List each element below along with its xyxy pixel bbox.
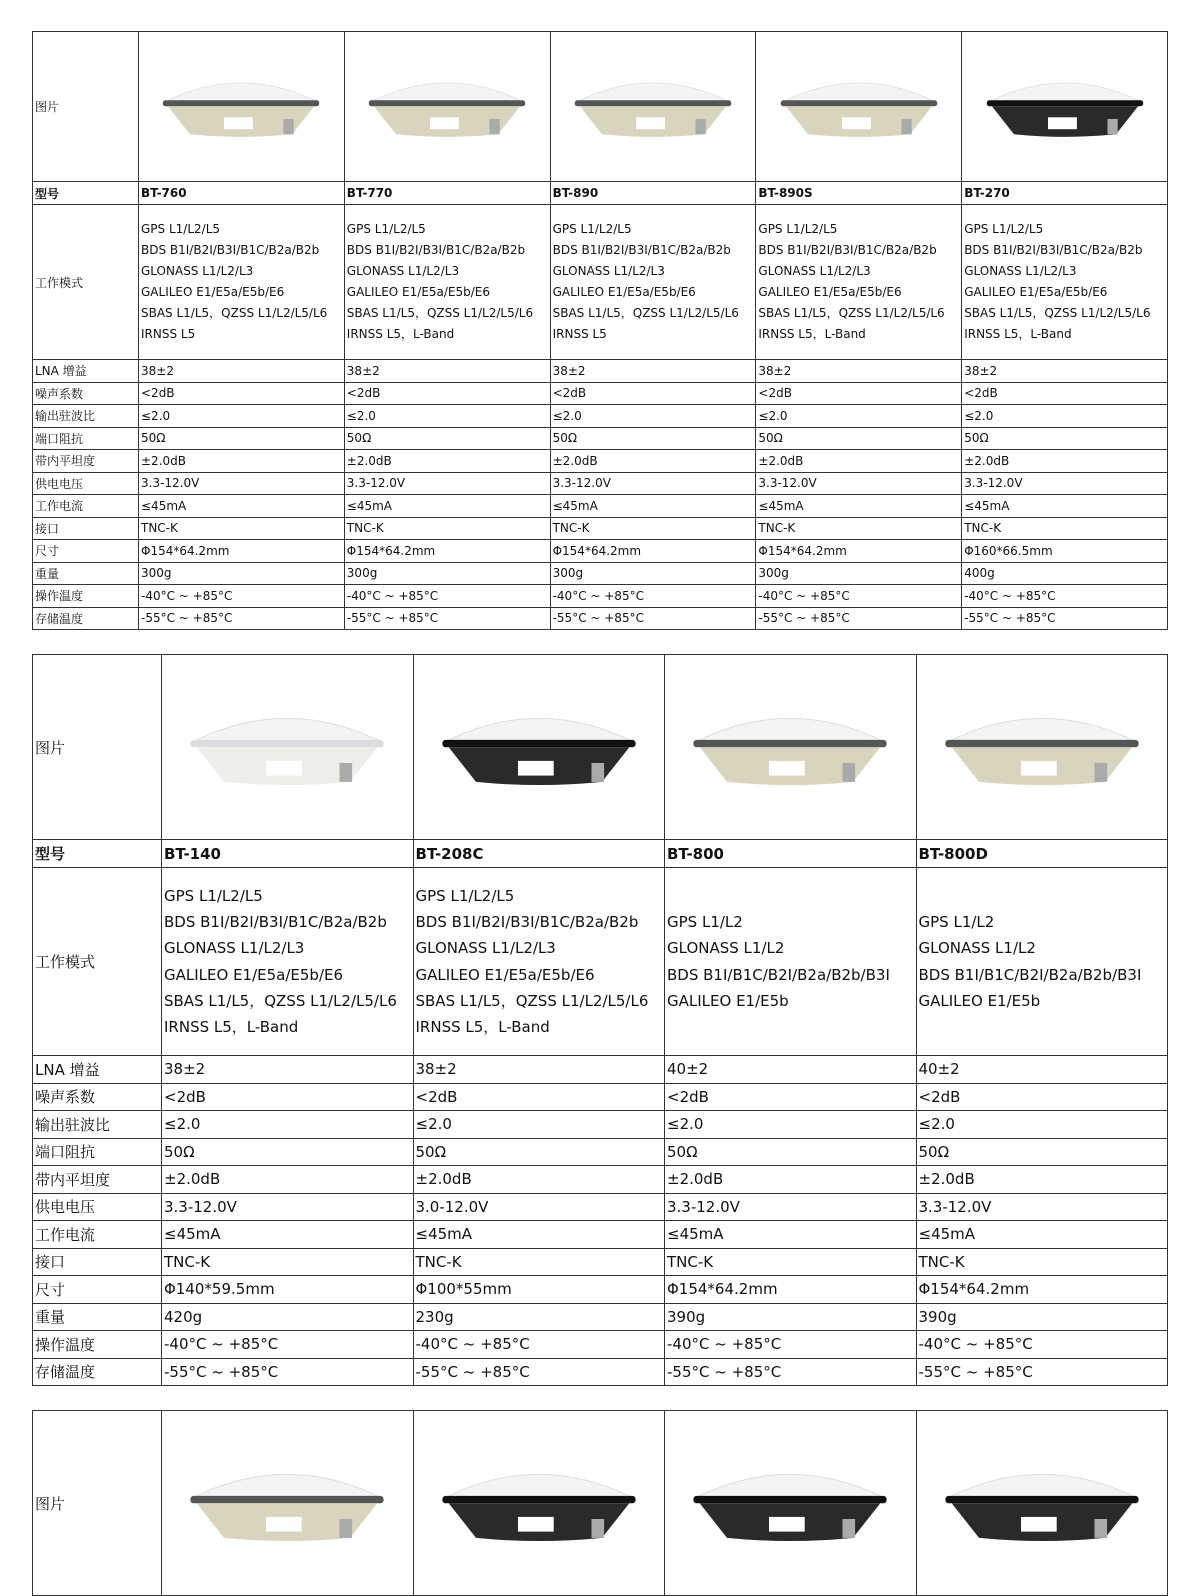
- vswr-value: ≤2.0: [139, 405, 345, 428]
- row-lna: [33, 1056, 1168, 1084]
- mode-line: BDS B1I/B2I/B3I/B1C/B2a/B2b: [552, 243, 731, 257]
- mode-line: SBAS L1/L5，QZSS L1/L2/L5/L6: [141, 306, 328, 320]
- connector-value: TNC-K: [550, 517, 756, 540]
- antenna-black-image: [980, 68, 1150, 145]
- weight-value: 390g: [916, 1303, 1168, 1331]
- row-noise: [33, 1083, 1168, 1111]
- connector-value: TNC-K: [139, 517, 345, 540]
- mode-line: GLONASS L1/L2/L3: [346, 264, 460, 278]
- mode-line: GLONASS L1/L2/L3: [164, 939, 305, 958]
- mode-line: SBAS L1/L5，QZSS L1/L2/L5/L6: [552, 306, 739, 320]
- voltage-value: 3.0-12.0V: [413, 1193, 665, 1221]
- lna-value: 38±2: [550, 360, 756, 383]
- current-value: ≤45mA: [916, 1221, 1168, 1249]
- row-label: 端口阻抗: [33, 1138, 162, 1166]
- antenna-black-image: [685, 1456, 895, 1551]
- impedance-value: 50Ω: [344, 427, 550, 450]
- row-lna: [33, 360, 1168, 383]
- current-value: ≤45mA: [139, 495, 345, 518]
- row-label: 图片: [33, 1411, 162, 1596]
- mode-line: BDS B1I/B2I/B3I/B1C/B2a/B2b: [346, 243, 526, 257]
- row-storage_temp: [33, 1358, 1168, 1386]
- mode-line: GPS L1/L2/L5: [552, 222, 632, 236]
- row-weight: [33, 1303, 1168, 1331]
- lna-value: 38±2: [962, 360, 1168, 383]
- flatness-value: ±2.0dB: [344, 450, 550, 473]
- row-model: [33, 840, 1168, 868]
- mode-line: GALILEO E1/E5b: [667, 991, 789, 1010]
- row-label: 图片: [33, 655, 162, 840]
- impedance-value: 50Ω: [756, 427, 962, 450]
- row-label: 图片: [33, 32, 139, 182]
- row-image: [33, 32, 1168, 182]
- mode-line: SBAS L1/L5，QZSS L1/L2/L5/L6: [964, 306, 1151, 320]
- storage_temp-value: -55°C ~ +85°C: [962, 607, 1168, 630]
- op_temp-value: -40°C ~ +85°C: [756, 585, 962, 608]
- vswr-value: ≤2.0: [344, 405, 550, 428]
- mode-line: GPS L1/L2/L5: [758, 222, 838, 236]
- modes-cell: [413, 868, 665, 1056]
- mode-line: IRNSS L5，L-Band: [415, 1018, 550, 1036]
- noise-value: <2dB: [756, 382, 962, 405]
- storage_temp-value: -55°C ~ +85°C: [550, 607, 756, 630]
- connector-value: TNC-K: [344, 517, 550, 540]
- row-vswr: [33, 1111, 1168, 1139]
- vswr-value: ≤2.0: [162, 1111, 414, 1139]
- voltage-value: 3.3-12.0V: [756, 472, 962, 495]
- vswr-value: ≤2.0: [665, 1111, 917, 1139]
- current-value: ≤45mA: [756, 495, 962, 518]
- connector-value: TNC-K: [962, 517, 1168, 540]
- row-label: 工作电流: [33, 1221, 162, 1249]
- flatness-value: ±2.0dB: [916, 1166, 1168, 1194]
- storage_temp-value: -55°C ~ +85°C: [162, 1358, 414, 1386]
- connector-value: TNC-K: [916, 1248, 1168, 1276]
- weight-value: 420g: [162, 1303, 414, 1331]
- row-model: [33, 182, 1168, 205]
- row-vswr: [33, 405, 1168, 428]
- product-image-cell: [916, 1411, 1168, 1596]
- mode-line: BDS B1I/B2I/B3I/B1C/B2a/B2b: [141, 243, 320, 257]
- row-op_temp: [33, 585, 1168, 608]
- weight-value: 300g: [550, 562, 756, 585]
- op_temp-value: -40°C ~ +85°C: [665, 1331, 917, 1359]
- noise-value: <2dB: [344, 382, 550, 405]
- mode-line: BDS B1I/B2I/B3I/B1C/B2a/B2b: [758, 243, 937, 257]
- mode-line: BDS B1I/B2I/B3I/B1C/B2a/B2b: [415, 913, 639, 931]
- lna-value: 38±2: [344, 360, 550, 383]
- antenna-beige-image: [182, 1456, 392, 1551]
- mode-line: GALILEO E1/E5a/E5b/E6: [164, 965, 344, 984]
- row-label: 操作温度: [33, 1331, 162, 1359]
- mode-line: IRNSS L5: [141, 327, 196, 341]
- current-value: ≤45mA: [162, 1221, 414, 1249]
- product-image-cell: [413, 655, 665, 840]
- row-label: 接口: [33, 517, 139, 540]
- weight-value: 230g: [413, 1303, 665, 1331]
- storage_temp-value: -55°C ~ +85°C: [916, 1358, 1168, 1386]
- modes-cell: [162, 868, 414, 1056]
- connector-value: TNC-K: [413, 1248, 665, 1276]
- row-label: 重量: [33, 562, 139, 585]
- spec-table-1: [32, 31, 1168, 630]
- antenna-beige-image: [568, 68, 738, 145]
- row-modes: [33, 868, 1168, 1056]
- product-image-cell: [162, 655, 414, 840]
- mode-line: GALILEO E1/E5a/E5b/E6: [964, 285, 1108, 299]
- row-label: 带内平坦度: [33, 1166, 162, 1194]
- impedance-value: 50Ω: [550, 427, 756, 450]
- row-label: 尺寸: [33, 1276, 162, 1304]
- vswr-value: ≤2.0: [916, 1111, 1168, 1139]
- product-image-cell: [139, 32, 345, 182]
- row-label: 噪声系数: [33, 382, 139, 405]
- mode-line: IRNSS L5，L-Band: [964, 327, 1072, 341]
- row-label: 型号: [33, 182, 139, 205]
- size-value: Φ160*66.5mm: [962, 540, 1168, 563]
- row-label: 噪声系数: [33, 1083, 162, 1111]
- noise-value: <2dB: [139, 382, 345, 405]
- current-value: ≤45mA: [344, 495, 550, 518]
- voltage-value: 3.3-12.0V: [665, 1193, 917, 1221]
- mode-line: IRNSS L5: [552, 327, 607, 341]
- mode-line: GLONASS L1/L2: [667, 939, 785, 958]
- mode-line: SBAS L1/L5，QZSS L1/L2/L5/L6: [164, 991, 397, 1010]
- model-name: BT-140: [162, 840, 414, 868]
- row-current: [33, 1221, 1168, 1249]
- product-image-cell: [344, 32, 550, 182]
- mode-line: GLONASS L1/L2/L3: [552, 264, 665, 278]
- row-label: 存储温度: [33, 607, 139, 630]
- mode-line: GALILEO E1/E5b: [918, 991, 1041, 1010]
- product-image-cell: [756, 32, 962, 182]
- connector-value: TNC-K: [162, 1248, 414, 1276]
- mode-line: SBAS L1/L5，QZSS L1/L2/L5/L6: [758, 306, 945, 320]
- row-storage_temp: [33, 607, 1168, 630]
- modes-cell: [344, 205, 550, 360]
- row-weight: [33, 562, 1168, 585]
- row-label: 重量: [33, 1303, 162, 1331]
- model-name: BT-760: [139, 182, 345, 205]
- row-image: [33, 655, 1168, 840]
- model-name: BT-890: [550, 182, 756, 205]
- vswr-value: ≤2.0: [962, 405, 1168, 428]
- model-name: BT-770: [344, 182, 550, 205]
- model-name: BT-208C: [413, 840, 665, 868]
- row-label: 工作模式: [33, 868, 162, 1056]
- vswr-value: ≤2.0: [413, 1111, 665, 1139]
- weight-value: 300g: [139, 562, 345, 585]
- mode-line: GPS L1/L2/L5: [415, 886, 515, 905]
- mode-line: BDS B1I/B2I/B3I/B1C/B2a/B2b: [164, 913, 387, 931]
- row-label: 输出驻波比: [33, 405, 139, 428]
- row-flatness: [33, 1166, 1168, 1194]
- mode-line: GALILEO E1/E5a/E5b/E6: [141, 285, 285, 299]
- mode-line: GALILEO E1/E5a/E5b/E6: [758, 285, 902, 299]
- row-label: 工作电流: [33, 495, 139, 518]
- size-value: Φ154*64.2mm: [344, 540, 550, 563]
- antenna-black-image: [434, 1456, 644, 1551]
- row-voltage: [33, 472, 1168, 495]
- flatness-value: ±2.0dB: [962, 450, 1168, 473]
- op_temp-value: -40°C ~ +85°C: [550, 585, 756, 608]
- row-size: [33, 1276, 1168, 1304]
- voltage-value: 3.3-12.0V: [162, 1193, 414, 1221]
- op_temp-value: -40°C ~ +85°C: [162, 1331, 414, 1359]
- row-connector: [33, 517, 1168, 540]
- storage_temp-value: -55°C ~ +85°C: [665, 1358, 917, 1386]
- mode-line: IRNSS L5，L-Band: [346, 327, 455, 341]
- size-value: Φ154*64.2mm: [550, 540, 756, 563]
- row-noise: [33, 382, 1168, 405]
- noise-value: <2dB: [665, 1083, 917, 1111]
- mode-line: GPS L1/L2: [918, 913, 995, 931]
- mode-line: GPS L1/L2/L5: [141, 222, 221, 236]
- impedance-value: 50Ω: [962, 427, 1168, 450]
- antenna-beige-image: [156, 68, 326, 145]
- voltage-value: 3.3-12.0V: [916, 1193, 1168, 1221]
- mode-line: GALILEO E1/E5a/E5b/E6: [346, 285, 491, 299]
- antenna-beige-image: [362, 68, 532, 145]
- flatness-value: ±2.0dB: [550, 450, 756, 473]
- row-image: [33, 1411, 1168, 1596]
- row-label: 供电电压: [33, 472, 139, 495]
- spec-table-2: [32, 654, 1168, 1386]
- voltage-value: 3.3-12.0V: [344, 472, 550, 495]
- antenna-black-image: [434, 700, 644, 795]
- mode-line: IRNSS L5，L-Band: [758, 327, 866, 341]
- mode-line: GLONASS L1/L2/L3: [415, 939, 556, 958]
- lna-value: 38±2: [756, 360, 962, 383]
- connector-value: TNC-K: [665, 1248, 917, 1276]
- mode-line: GPS L1/L2: [667, 913, 743, 931]
- row-label: 供电电压: [33, 1193, 162, 1221]
- mode-line: BDS B1I/B2I/B3I/B1C/B2a/B2b: [964, 243, 1143, 257]
- modes-cell: [962, 205, 1168, 360]
- spec-table-3: [32, 1410, 1168, 1596]
- row-label: 接口: [33, 1248, 162, 1276]
- size-value: Φ140*59.5mm: [162, 1276, 414, 1304]
- row-voltage: [33, 1193, 1168, 1221]
- row-label: LNA 增益: [33, 1056, 162, 1084]
- row-label: 工作模式: [33, 205, 139, 360]
- model-name: BT-800: [665, 840, 917, 868]
- storage_temp-value: -55°C ~ +85°C: [344, 607, 550, 630]
- current-value: ≤45mA: [413, 1221, 665, 1249]
- row-connector: [33, 1248, 1168, 1276]
- mode-line: GALILEO E1/E5a/E5b/E6: [415, 965, 595, 984]
- weight-value: 300g: [756, 562, 962, 585]
- op_temp-value: -40°C ~ +85°C: [413, 1331, 665, 1359]
- storage_temp-value: -55°C ~ +85°C: [413, 1358, 665, 1386]
- current-value: ≤45mA: [550, 495, 756, 518]
- mode-line: BDS B1I/B1C/B2I/B2a/B2b/B3I: [918, 965, 1142, 984]
- modes-cell: [756, 205, 962, 360]
- row-impedance: [33, 427, 1168, 450]
- flatness-value: ±2.0dB: [162, 1166, 414, 1194]
- size-value: Φ100*55mm: [413, 1276, 665, 1304]
- flatness-value: ±2.0dB: [413, 1166, 665, 1194]
- storage_temp-value: -55°C ~ +85°C: [756, 607, 962, 630]
- mode-line: GPS L1/L2/L5: [964, 222, 1044, 236]
- mode-line: GLONASS L1/L2: [918, 939, 1036, 958]
- impedance-value: 50Ω: [162, 1138, 414, 1166]
- row-current: [33, 495, 1168, 518]
- flatness-value: ±2.0dB: [139, 450, 345, 473]
- flatness-value: ±2.0dB: [756, 450, 962, 473]
- lna-value: 38±2: [162, 1056, 414, 1084]
- size-value: Φ154*64.2mm: [665, 1276, 917, 1304]
- model-name: BT-800D: [916, 840, 1168, 868]
- voltage-value: 3.3-12.0V: [550, 472, 756, 495]
- vswr-value: ≤2.0: [756, 405, 962, 428]
- antenna-beige-image: [937, 700, 1147, 795]
- mode-line: GALILEO E1/E5a/E5b/E6: [552, 285, 696, 299]
- noise-value: <2dB: [162, 1083, 414, 1111]
- mode-line: GLONASS L1/L2/L3: [141, 264, 254, 278]
- product-image-cell: [665, 1411, 917, 1596]
- mode-line: GLONASS L1/L2/L3: [964, 264, 1077, 278]
- row-label: 型号: [33, 840, 162, 868]
- row-impedance: [33, 1138, 1168, 1166]
- antenna-beige-image: [774, 68, 944, 145]
- modes-cell: [665, 868, 917, 1056]
- voltage-value: 3.3-12.0V: [962, 472, 1168, 495]
- row-label: 尺寸: [33, 540, 139, 563]
- impedance-value: 50Ω: [139, 427, 345, 450]
- product-image-cell: [550, 32, 756, 182]
- row-label: 存储温度: [33, 1358, 162, 1386]
- antenna-black-image: [937, 1456, 1147, 1551]
- lna-value: 38±2: [413, 1056, 665, 1084]
- size-value: Φ154*64.2mm: [916, 1276, 1168, 1304]
- product-image-cell: [962, 32, 1168, 182]
- modes-cell: [916, 868, 1168, 1056]
- row-label: 操作温度: [33, 585, 139, 608]
- mode-line: SBAS L1/L5，QZSS L1/L2/L5/L6: [346, 306, 534, 320]
- lna-value: 38±2: [139, 360, 345, 383]
- modes-cell: [550, 205, 756, 360]
- weight-value: 300g: [344, 562, 550, 585]
- model-name: BT-270: [962, 182, 1168, 205]
- current-value: ≤45mA: [665, 1221, 917, 1249]
- row-op_temp: [33, 1331, 1168, 1359]
- product-image-cell: [162, 1411, 414, 1596]
- lna-value: 40±2: [665, 1056, 917, 1084]
- product-image-cell: [665, 655, 917, 840]
- mode-line: IRNSS L5，L-Band: [164, 1018, 299, 1036]
- antenna-beige-image: [685, 700, 895, 795]
- row-label: LNA 增益: [33, 360, 139, 383]
- impedance-value: 50Ω: [665, 1138, 917, 1166]
- lna-value: 40±2: [916, 1056, 1168, 1084]
- product-image-cell: [916, 655, 1168, 840]
- weight-value: 390g: [665, 1303, 917, 1331]
- model-name: BT-890S: [756, 182, 962, 205]
- connector-value: TNC-K: [756, 517, 962, 540]
- op_temp-value: -40°C ~ +85°C: [916, 1331, 1168, 1359]
- mode-line: GPS L1/L2/L5: [346, 222, 426, 236]
- product-image-cell: [413, 1411, 665, 1596]
- row-modes: [33, 205, 1168, 360]
- size-value: Φ154*64.2mm: [139, 540, 345, 563]
- row-label: 带内平坦度: [33, 450, 139, 473]
- size-value: Φ154*64.2mm: [756, 540, 962, 563]
- mode-line: BDS B1I/B1C/B2I/B2a/B2b/B3I: [667, 965, 890, 984]
- vswr-value: ≤2.0: [550, 405, 756, 428]
- antenna-white-image: [182, 700, 392, 795]
- impedance-value: 50Ω: [413, 1138, 665, 1166]
- op_temp-value: -40°C ~ +85°C: [962, 585, 1168, 608]
- row-label: 端口阻抗: [33, 427, 139, 450]
- modes-cell: [139, 205, 345, 360]
- noise-value: <2dB: [550, 382, 756, 405]
- noise-value: <2dB: [916, 1083, 1168, 1111]
- storage_temp-value: -55°C ~ +85°C: [139, 607, 345, 630]
- flatness-value: ±2.0dB: [665, 1166, 917, 1194]
- noise-value: <2dB: [962, 382, 1168, 405]
- weight-value: 400g: [962, 562, 1168, 585]
- row-flatness: [33, 450, 1168, 473]
- voltage-value: 3.3-12.0V: [139, 472, 345, 495]
- op_temp-value: -40°C ~ +85°C: [344, 585, 550, 608]
- mode-line: SBAS L1/L5，QZSS L1/L2/L5/L6: [415, 991, 649, 1010]
- row-size: [33, 540, 1168, 563]
- current-value: ≤45mA: [962, 495, 1168, 518]
- impedance-value: 50Ω: [916, 1138, 1168, 1166]
- op_temp-value: -40°C ~ +85°C: [139, 585, 345, 608]
- noise-value: <2dB: [413, 1083, 665, 1111]
- row-label: 输出驻波比: [33, 1111, 162, 1139]
- mode-line: GLONASS L1/L2/L3: [758, 264, 871, 278]
- mode-line: GPS L1/L2/L5: [164, 886, 263, 905]
